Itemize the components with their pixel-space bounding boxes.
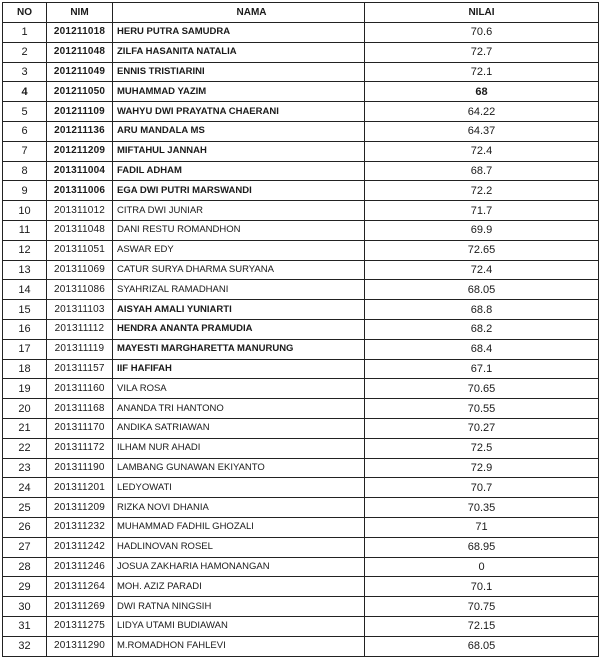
table-row xyxy=(3,537,599,557)
row-nilai: 0 xyxy=(365,557,599,577)
row-nilai: 72.15 xyxy=(365,616,599,636)
row-number: 3 xyxy=(3,62,47,82)
row-nama: RIZKA NOVI DHANIA xyxy=(113,498,365,518)
row-nama: M.ROMADHON FAHLEVI xyxy=(113,636,365,656)
row-nim: 201311112 xyxy=(47,319,113,339)
row-number: 23 xyxy=(3,458,47,478)
row-number: 14 xyxy=(3,280,47,300)
row-nama: ENNIS TRISTIARINI xyxy=(113,62,365,82)
row-nim: 201311170 xyxy=(47,418,113,438)
row-number: 30 xyxy=(3,597,47,617)
row-nim: 201311232 xyxy=(47,517,113,537)
row-nama: EGA DWI PUTRI MARSWANDI xyxy=(113,181,365,201)
row-nim: 201311160 xyxy=(47,379,113,399)
row-nim: 201311103 xyxy=(47,300,113,320)
row-nama: HADLINOVAN ROSEL xyxy=(113,537,365,557)
table-row xyxy=(3,339,599,359)
table-row xyxy=(3,577,599,597)
row-nim: 201311168 xyxy=(47,399,113,419)
row-nama: MIFTAHUL JANNAH xyxy=(113,141,365,161)
row-number: 19 xyxy=(3,379,47,399)
row-nilai: 64.22 xyxy=(365,102,599,122)
row-nama: LEDYOWATI xyxy=(113,478,365,498)
table-row xyxy=(3,240,599,260)
table-row xyxy=(3,616,599,636)
table-row xyxy=(3,121,599,141)
row-nim: 201211018 xyxy=(47,23,113,43)
row-number: 1 xyxy=(3,23,47,43)
table-row xyxy=(3,23,599,43)
row-nilai: 72.5 xyxy=(365,438,599,458)
row-nama: MAYESTI MARGHARETTA MANURUNG xyxy=(113,339,365,359)
row-nim: 201311172 xyxy=(47,438,113,458)
row-nilai: 70.7 xyxy=(365,478,599,498)
row-nama: HERU PUTRA SAMUDRA xyxy=(113,23,365,43)
table-row xyxy=(3,260,599,280)
row-nama: MOH. AZIZ PARADI xyxy=(113,577,365,597)
row-nim: 201211050 xyxy=(47,82,113,102)
row-nim: 201311048 xyxy=(47,220,113,240)
row-nama: FADIL ADHAM xyxy=(113,161,365,181)
table-row xyxy=(3,359,599,379)
row-nim: 201311264 xyxy=(47,577,113,597)
row-nim: 201311157 xyxy=(47,359,113,379)
table-row xyxy=(3,141,599,161)
header-no: NO xyxy=(3,3,47,23)
row-nilai: 70.65 xyxy=(365,379,599,399)
row-nim: 201211109 xyxy=(47,102,113,122)
grade-sheet xyxy=(2,2,598,657)
row-nilai: 67.1 xyxy=(365,359,599,379)
row-number: 27 xyxy=(3,537,47,557)
row-nim: 201311209 xyxy=(47,498,113,518)
row-nim: 201311086 xyxy=(47,280,113,300)
row-number: 29 xyxy=(3,577,47,597)
table-row xyxy=(3,42,599,62)
table-row xyxy=(3,201,599,221)
row-number: 12 xyxy=(3,240,47,260)
table-row xyxy=(3,82,599,102)
header-nim: NIM xyxy=(47,3,113,23)
table-row xyxy=(3,300,599,320)
row-number: 9 xyxy=(3,181,47,201)
row-nilai: 70.35 xyxy=(365,498,599,518)
row-nim: 201311190 xyxy=(47,458,113,478)
row-nilai: 68.05 xyxy=(365,636,599,656)
row-number: 21 xyxy=(3,418,47,438)
row-number: 17 xyxy=(3,339,47,359)
row-nilai: 70.1 xyxy=(365,577,599,597)
row-number: 18 xyxy=(3,359,47,379)
row-number: 11 xyxy=(3,220,47,240)
row-nilai: 68.4 xyxy=(365,339,599,359)
row-number: 2 xyxy=(3,42,47,62)
row-nama: CATUR SURYA DHARMA SURYANA xyxy=(113,260,365,280)
row-nilai: 72.2 xyxy=(365,181,599,201)
table-row xyxy=(3,418,599,438)
row-nama: MUHAMMAD YAZIM xyxy=(113,82,365,102)
row-nama: ASWAR EDY xyxy=(113,240,365,260)
row-nim: 201311051 xyxy=(47,240,113,260)
row-nilai: 68.95 xyxy=(365,537,599,557)
row-number: 26 xyxy=(3,517,47,537)
row-nama: ARU MANDALA MS xyxy=(113,121,365,141)
row-nama: JOSUA ZAKHARIA HAMONANGAN xyxy=(113,557,365,577)
row-nim: 201311004 xyxy=(47,161,113,181)
row-nilai: 64.37 xyxy=(365,121,599,141)
header-nilai: NILAI xyxy=(365,3,599,23)
row-nilai: 68.05 xyxy=(365,280,599,300)
row-nim: 201311201 xyxy=(47,478,113,498)
row-nim: 201211049 xyxy=(47,62,113,82)
row-nim: 201311012 xyxy=(47,201,113,221)
row-nilai: 70.75 xyxy=(365,597,599,617)
table-row xyxy=(3,438,599,458)
table-row xyxy=(3,517,599,537)
row-nama: LIDYA UTAMI BUDIAWAN xyxy=(113,616,365,636)
row-nama: VILA ROSA xyxy=(113,379,365,399)
row-nilai: 68.2 xyxy=(365,319,599,339)
table-row xyxy=(3,280,599,300)
row-number: 28 xyxy=(3,557,47,577)
row-nilai: 72.4 xyxy=(365,260,599,280)
header-nama: NAMA xyxy=(113,3,365,23)
row-nim: 201211209 xyxy=(47,141,113,161)
row-nama: SYAHRIZAL RAMADHANI xyxy=(113,280,365,300)
row-nim: 201311290 xyxy=(47,636,113,656)
row-nim: 201211048 xyxy=(47,42,113,62)
row-nilai: 68.8 xyxy=(365,300,599,320)
table-row xyxy=(3,220,599,240)
table-header xyxy=(3,3,599,23)
row-nilai: 68.7 xyxy=(365,161,599,181)
row-number: 7 xyxy=(3,141,47,161)
row-nama: ANANDA TRI HANTONO xyxy=(113,399,365,419)
row-nilai: 70.6 xyxy=(365,23,599,43)
row-number: 31 xyxy=(3,616,47,636)
row-nilai: 71.7 xyxy=(365,201,599,221)
row-nama: IIF HAFIFAH xyxy=(113,359,365,379)
table-row xyxy=(3,62,599,82)
row-nama: DANI RESTU ROMANDHON xyxy=(113,220,365,240)
row-nama: LAMBANG GUNAWAN EKIYANTO xyxy=(113,458,365,478)
row-nama: WAHYU DWI PRAYATNA CHAERANI xyxy=(113,102,365,122)
table-row xyxy=(3,478,599,498)
table-row xyxy=(3,319,599,339)
row-nim: 201311269 xyxy=(47,597,113,617)
row-number: 5 xyxy=(3,102,47,122)
row-nama: DWI RATNA NINGSIH xyxy=(113,597,365,617)
table-row xyxy=(3,379,599,399)
row-number: 24 xyxy=(3,478,47,498)
row-nim: 201311069 xyxy=(47,260,113,280)
table-row xyxy=(3,161,599,181)
row-number: 16 xyxy=(3,319,47,339)
row-nilai: 68 xyxy=(365,82,599,102)
row-nilai: 72.1 xyxy=(365,62,599,82)
table-body xyxy=(3,23,599,657)
row-nama: ANDIKA SATRIAWAN xyxy=(113,418,365,438)
table-row xyxy=(3,597,599,617)
row-nama: CITRA DWI JUNIAR xyxy=(113,201,365,221)
row-nilai: 72.7 xyxy=(365,42,599,62)
header-row xyxy=(3,3,599,23)
table-row xyxy=(3,498,599,518)
row-nilai: 71 xyxy=(365,517,599,537)
table-row xyxy=(3,458,599,478)
row-nilai: 70.55 xyxy=(365,399,599,419)
row-number: 8 xyxy=(3,161,47,181)
row-nama: MUHAMMAD FADHIL GHOZALI xyxy=(113,517,365,537)
table-row xyxy=(3,636,599,656)
grades-table xyxy=(2,2,599,657)
row-number: 6 xyxy=(3,121,47,141)
row-nama: AISYAH AMALI YUNIARTI xyxy=(113,300,365,320)
row-number: 22 xyxy=(3,438,47,458)
row-nilai: 70.27 xyxy=(365,418,599,438)
row-nilai: 72.4 xyxy=(365,141,599,161)
row-number: 10 xyxy=(3,201,47,221)
row-number: 4 xyxy=(3,82,47,102)
row-nama: HENDRA ANANTA PRAMUDIA xyxy=(113,319,365,339)
row-number: 13 xyxy=(3,260,47,280)
row-nama: ILHAM NUR AHADI xyxy=(113,438,365,458)
row-nilai: 72.65 xyxy=(365,240,599,260)
row-nim: 201311119 xyxy=(47,339,113,359)
row-nama: ZILFA HASANITA NATALIA xyxy=(113,42,365,62)
row-number: 20 xyxy=(3,399,47,419)
table-row xyxy=(3,399,599,419)
row-nilai: 72.9 xyxy=(365,458,599,478)
row-nim: 201311242 xyxy=(47,537,113,557)
row-nim: 201311246 xyxy=(47,557,113,577)
table-row xyxy=(3,557,599,577)
row-number: 32 xyxy=(3,636,47,656)
table-row xyxy=(3,102,599,122)
row-number: 25 xyxy=(3,498,47,518)
row-nim: 201211136 xyxy=(47,121,113,141)
row-nilai: 69.9 xyxy=(365,220,599,240)
row-number: 15 xyxy=(3,300,47,320)
row-nim: 201311275 xyxy=(47,616,113,636)
row-nim: 201311006 xyxy=(47,181,113,201)
table-row xyxy=(3,181,599,201)
